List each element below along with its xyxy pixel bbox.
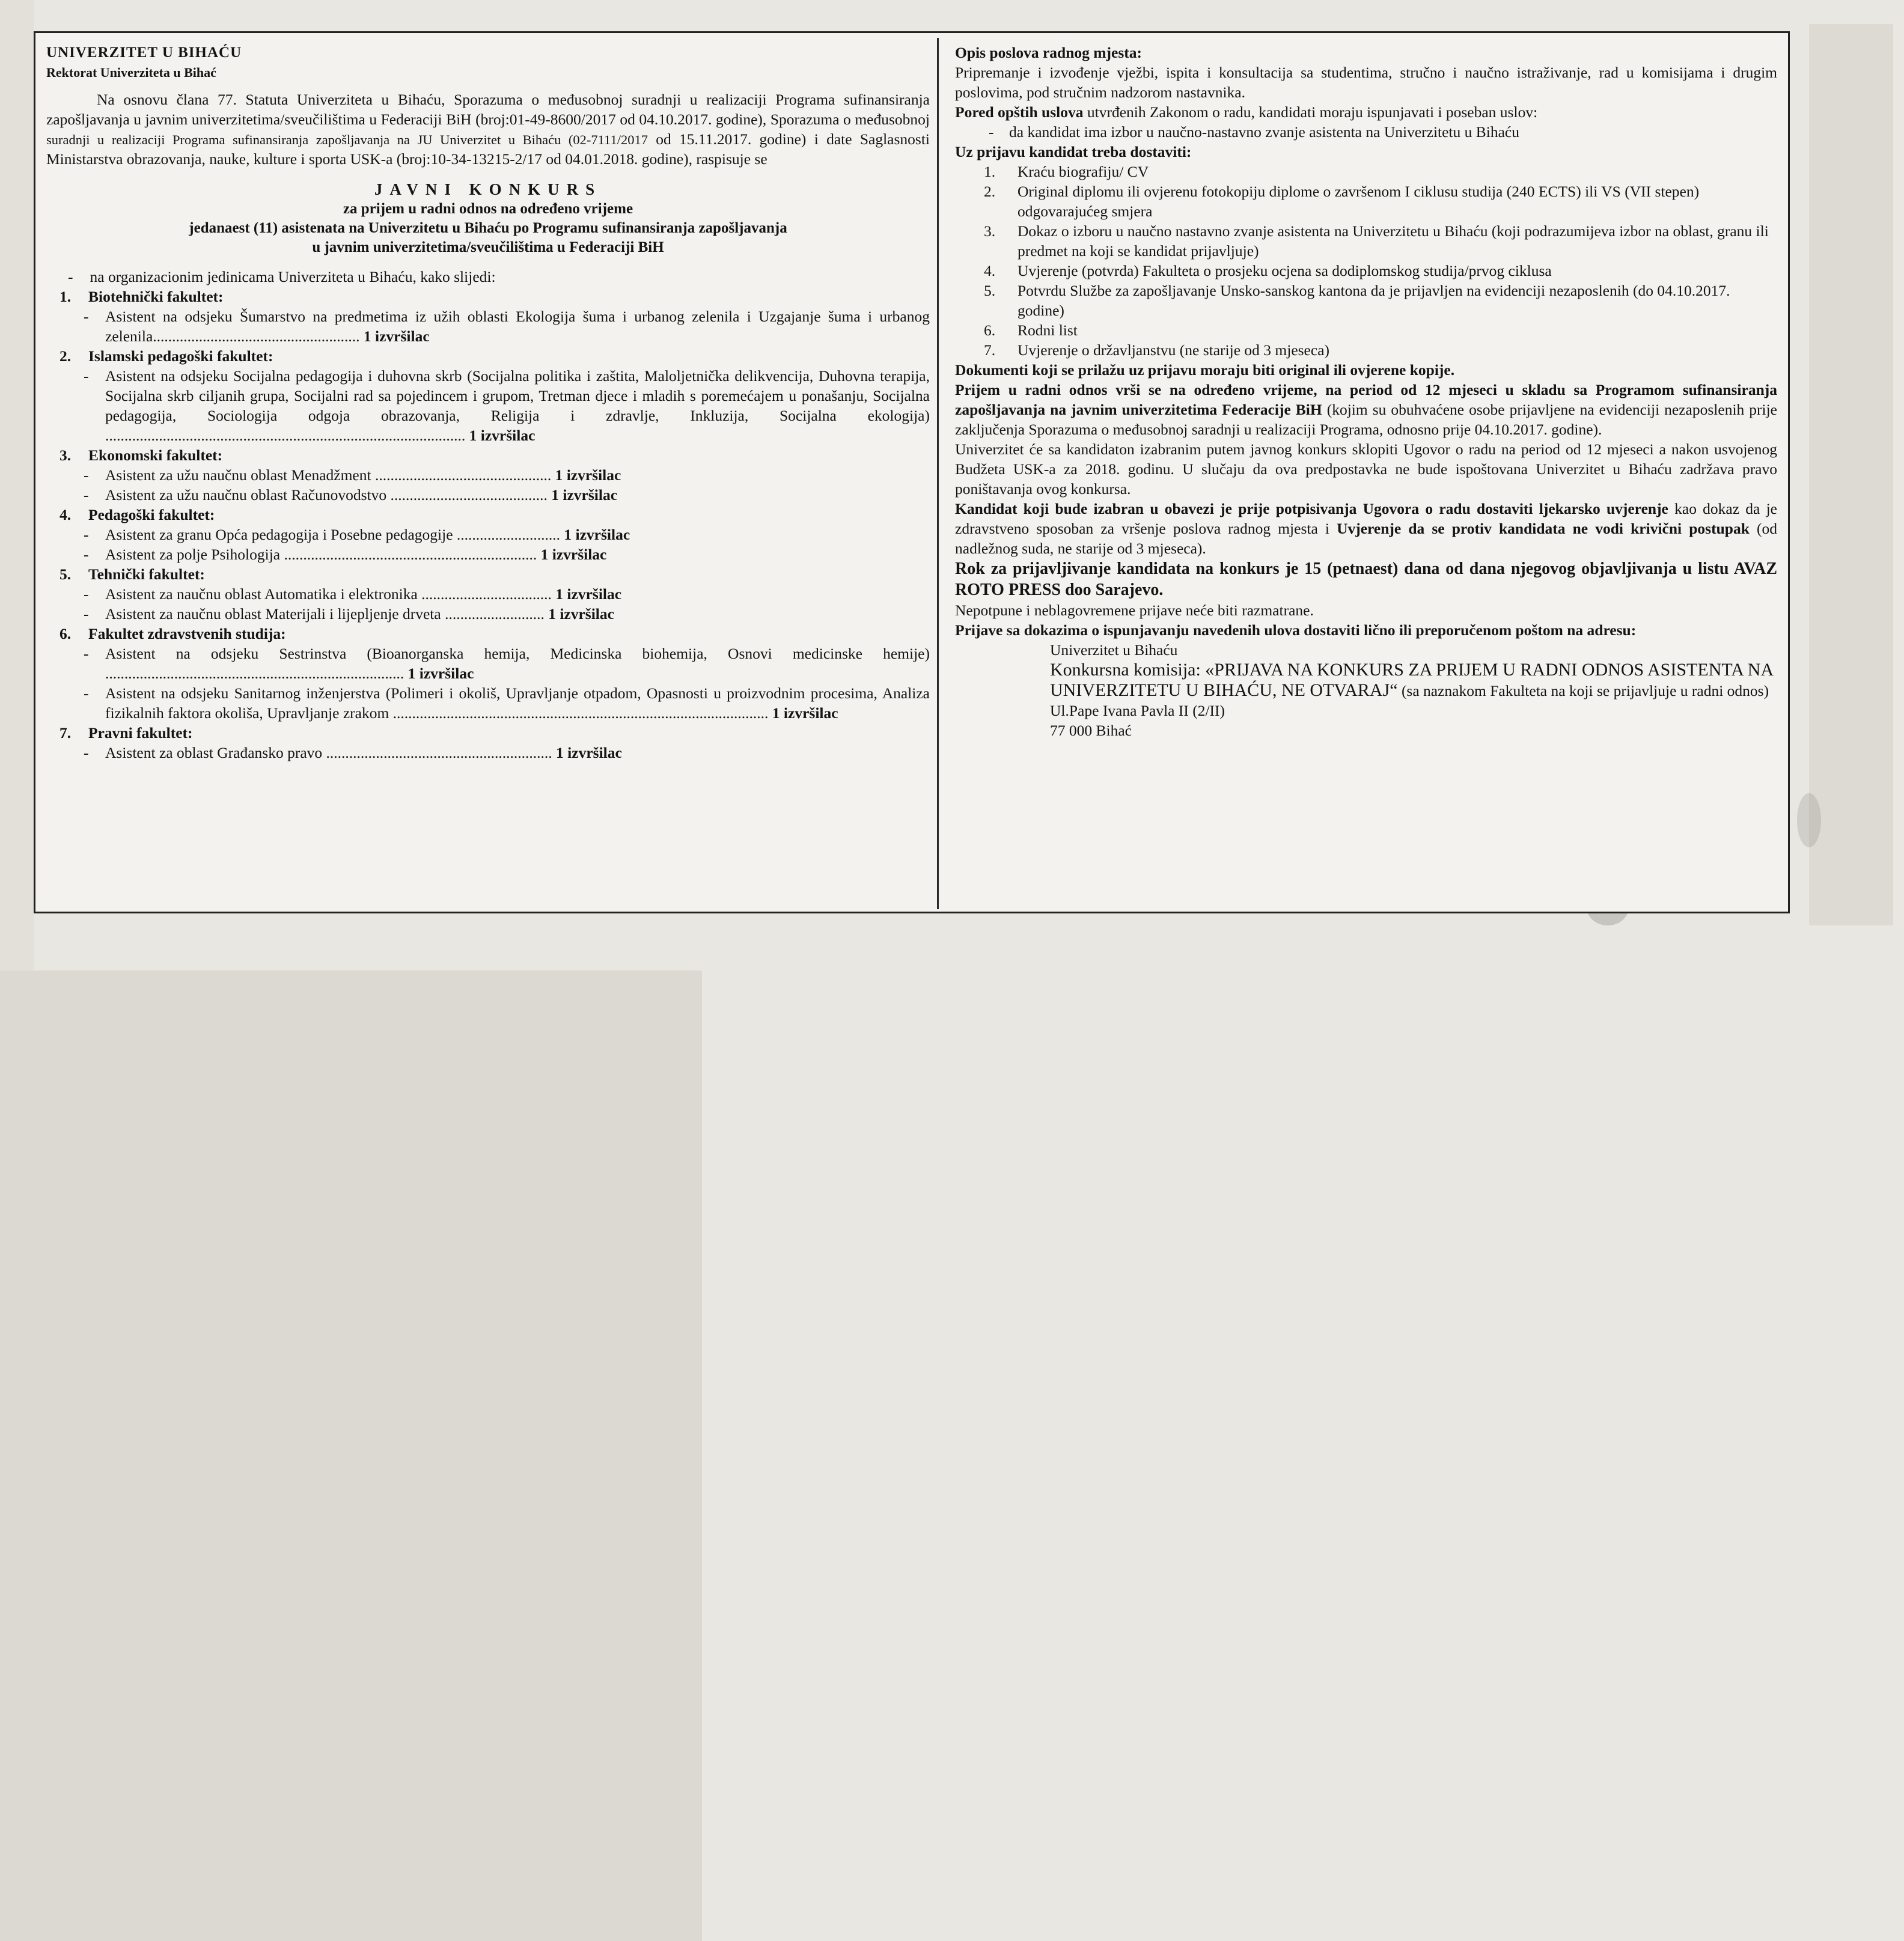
faculty-number: 7. — [60, 724, 72, 742]
position-item — [46, 465, 930, 485]
document-number: 2. — [984, 183, 996, 200]
position-item — [46, 604, 930, 624]
document-number: 5. — [984, 282, 996, 299]
position-text: Asistent za užu naučnu oblast Menadžment .............................................. — [105, 466, 552, 484]
ghost-column — [1809, 24, 1893, 925]
faculty-list — [46, 287, 930, 763]
document-number: 6. — [984, 321, 996, 339]
commission-note: (sa naznakom Fakulteta na koji se prijavljuje u radni odnos) — [1397, 682, 1769, 699]
employment-terms-rest: (kojim su obuhvaćene osobe prijavljene na evidenciji nezaposlenih prije zaključenja Sporazuma o međusobnoj saradnji u realizaciji Programa, odnosno prije 04.10.2017. godine). — [955, 401, 1777, 438]
rector-office: Rektorat Univerziteta u Bihać — [46, 65, 216, 80]
right-column — [955, 43, 1777, 740]
commission-label: Konkursna komisija: «PRIJAVA NA KONKURS ZA PRIJEM U RADNI ODNOS ASISTENTA NA UNIVERZITETU U BIHAĆU, NE OTVARAJ“ — [1050, 660, 1773, 700]
faculty-section — [46, 445, 930, 505]
duties-title: Opis poslova radnog mjesta: — [955, 44, 1142, 61]
intro-part-1: Na osnovu člana 77. Statuta Univerziteta u Bihaću, Sporazuma o međusobnoj suradnji u realizaciji Programa sufinansiranja zapošljavanja u javnim univerzitetima/sveučilištima u Federaciji BiH (broj:01-49-8600/2017 od 04.10.2017. godine), Sporazuma o međusobnoj — [46, 91, 930, 128]
faculty-heading — [46, 723, 930, 743]
position-count: 1 izvršilac — [551, 486, 618, 504]
faculty-section — [46, 564, 930, 624]
faculty-heading — [46, 505, 930, 525]
document-number: 1. — [984, 163, 996, 180]
address-line-1: Univerzitet u Bihaću — [1050, 641, 1178, 659]
faculty-number: 4. — [60, 506, 72, 523]
address-line-2 — [1050, 660, 1777, 701]
faculty-name: Pedagoški fakultet: — [88, 506, 215, 523]
job-notice — [34, 31, 1790, 913]
position-item — [46, 525, 930, 544]
units-intro: - na organizacionim jedinicama Univerziteta u Bihaću, kako slijedi: — [46, 267, 930, 287]
position-item — [46, 544, 930, 564]
medical-certificate — [955, 499, 1777, 558]
intro-paragraph — [46, 90, 930, 169]
faculty-section — [46, 287, 930, 346]
position-count: 1 izvršilac — [469, 427, 536, 444]
faculty-name: Biotehnički fakultet: — [88, 288, 224, 305]
conditions — [955, 102, 1777, 122]
document-item — [955, 162, 1777, 181]
position-count: 1 izvršilac — [548, 605, 614, 623]
document-item — [955, 261, 1777, 281]
faculty-heading — [46, 624, 930, 644]
konkurs-subtitle-2: jedanaest (11) asistenata na Univerzitetu u Bihaću po Programu sufinansiranja zapošljavanja — [189, 220, 787, 236]
faculty-name: Tehnički fakultet: — [88, 565, 205, 583]
position-count: 1 izvršilac — [407, 665, 474, 682]
document-item — [955, 181, 1777, 221]
position-text: Asistent na odsjeku Socijalna pedagogija i duhovna skrb (Socijalna politika i zaštita, Maloljetnička delikvencija, Duhovna terapija, Socijalna skrb ciljanih grupa, Socijalni rad sa pojedincem i grupom, Tretman djece i mladih s poremećajem u ponašanju, Socijalna pedagogija, Sociologija odgoja obrazovanja, Religija i zdravlje, Inkluzija, Socijalna ekologija) .............................................................................................. — [105, 367, 930, 444]
position-text: Asistent na odsjeku Sanitarnog inženjerstva (Polimeri i okoliš, Upravljanje otpadom, Opasnosti u proizvodnim procesima, Analiza fizikalnih faktora okoliša, Upravljanje zrakom .................................................................................................. — [105, 684, 930, 722]
document-text: Potvrdu Službe za zapošljavanje Unsko-sanskog kantona da je prijavljen na evidenciji nezaposlenih (do 04.10.2017. godine) — [1018, 282, 1730, 319]
faculty-name: Islamski pedagoški fakultet: — [88, 347, 273, 365]
employment-terms — [955, 380, 1777, 439]
position-text: Asistent za granu Opća pedagogija i Posebne pedagogije ........................... — [105, 526, 561, 543]
medical-rest-2: (od nadležnog suda, ne starije od 3 mjeseca). — [955, 520, 1777, 557]
faculty-section — [46, 624, 930, 723]
left-column — [46, 43, 930, 763]
medical-lead: Kandidat koji bude izabran u obavezi je prije potpisivanja Ugovora o radu dostaviti ljekarsko uvjerenje — [955, 500, 1668, 517]
position-count: 1 izvršilac — [556, 744, 622, 761]
intro-part-3: od 15.11.2017. godine) i date Saglasnosti Ministarstva obrazovanja, nauke, kulture i sporta USK-a (broj:10-34-13215-2/17 od 04.01.2018. godine), raspisuje se — [46, 130, 930, 168]
konkurs-subtitle-3: u javnim univerzitetima/sveučilištima u Federaciji BiH — [312, 239, 664, 255]
document-text: Kraću biografiju/ CV — [1018, 163, 1149, 180]
conditions-rest: utvrđenih Zakonom o radu, kandidati moraju ispunjavati i poseban uslov: — [1083, 103, 1538, 121]
incomplete-note: Nepotpune i neblagovremene prijave neće biti razmatrane. — [955, 602, 1314, 619]
document-text: Uvjerenje (potvrda) Fakulteta o prosjeku ocjena sa dodiplomskog studija/prvog ciklusa — [1018, 262, 1552, 279]
position-item — [46, 366, 930, 445]
employment-terms-lead: Prijem u radni odnos vrši se na određeno vrijeme, na period od 12 mjeseci u skladu sa Programom sufinansiranja zapošljavanja na javnim univerzitetima Federacije BiH — [955, 381, 1777, 418]
position-text: Asistent na odsjeku Sestrinstva (Bioanorganska hemija, Medicinska biohemija, Osnovi medicinske hemije) .............................................................................. — [105, 645, 930, 682]
duties-text: Pripremanje i izvođenje vježbi, ispita i konsultacija sa studentima, stručno i naučno istraživanje, rad u komisijama i drugim poslovima, pod stručnim nadzorom nastavnika. — [955, 64, 1777, 101]
submission-instructions: Prijave sa dokazima o ispunjavanju navedenih ulova dostaviti lično ili preporučenom poštom na adresu: — [955, 621, 1637, 639]
document-item — [955, 221, 1777, 261]
position-text: Asistent za naučnu oblast Materijali i lijepljenje drveta .......................... — [105, 605, 545, 623]
position-item — [46, 683, 930, 723]
newspaper-margin-left — [0, 0, 34, 970]
documents-list — [955, 162, 1777, 360]
faculty-heading — [46, 287, 930, 306]
ink-stain — [1797, 793, 1821, 847]
column-divider — [937, 38, 939, 909]
faculty-heading — [46, 445, 930, 465]
faculty-number: 6. — [60, 625, 72, 642]
position-count: 1 izvršilac — [555, 585, 622, 603]
position-text: Asistent za oblast Građansko pravo ........................................................... — [105, 744, 552, 761]
faculty-section — [46, 723, 930, 763]
position-text: Asistent za polje Psihologija .................................................................. — [105, 546, 537, 563]
documents-title: Uz prijavu kandidat treba dostaviti: — [955, 143, 1192, 160]
faculty-heading — [46, 346, 930, 366]
address-block — [955, 640, 1777, 740]
konkurs-subtitle-1: za prijem u radni odnos na određeno vrijeme — [343, 201, 633, 217]
faculty-name: Pravni fakultet: — [88, 724, 193, 742]
criminal-record-lead: Uvjerenje da se protiv kandidata ne vodi krivični postupak — [1337, 520, 1750, 537]
document-number: 7. — [984, 341, 996, 359]
faculty-number: 5. — [60, 565, 72, 583]
faculty-section — [46, 505, 930, 564]
faculty-number: 1. — [60, 288, 72, 305]
position-count: 1 izvršilac — [540, 546, 607, 563]
document-text: Original diplomu ili ovjerenu fotokopiju diplome o završenom I ciklusu studija (240 ECTS) ili VS (VII stepen) odgovarajućeg smjera — [1018, 183, 1700, 220]
document-item — [955, 340, 1777, 360]
intro-part-2: suradnji u realizaciji Programa sufinansiranja zapošljavanja na JU Univerzitet u Bihaću (02-7111/2017 — [46, 132, 648, 147]
faculty-name: Fakultet zdravstvenih studija: — [88, 625, 286, 642]
deadline: Rok za prijavljivanje kandidata na konkurs je 15 (petnaest) dana od dana njegovog objavljivanja u listu AVAZ ROTO PRESS doo Sarajevo. — [955, 559, 1777, 599]
contract-terms: Univerzitet će sa kandidaton izabranim putem javnog konkurs sklopiti Ugovor o radu na period od 12 mjeseci a nakon usvojenog Budžeta USK-a za 2018. godinu. U slučaju da ova predpostavka ne bude ispoštovana Univerzitet u Bihaću zadržava pravo poništavanja ovog konkursa. — [955, 440, 1777, 498]
documents-note: Dokumenti koji se prilažu uz prijavu moraju biti original ili ovjerene kopije. — [955, 361, 1455, 379]
position-text: Asistent za naučnu oblast Automatika i elektronika .................................. — [105, 585, 552, 603]
faculty-name: Ekonomski fakultet: — [88, 446, 223, 464]
document-text: Dokaz o izboru u naučno nastavno zvanje asistenta na Univerzitetu u Bihaću (koji podrazumijeva izbor na oblast, granu ili predmet na koji se kandidat prijavljuje) — [1018, 222, 1769, 260]
position-count: 1 izvršilac — [772, 704, 838, 722]
position-count: 1 izvršilac — [564, 526, 630, 543]
medical-rest-1: kao dokaz da je zdravstveno sposoban za vršenje poslova radnog mjesta i — [955, 500, 1777, 537]
position-text: Asistent na odsjeku Šumarstvo na predmetima iz užih oblasti Ekologija šuma i urbanog zelenila i Uzgajanje šuma i urbanog zelenila...................................................... — [105, 308, 930, 345]
document-text: Rodni list — [1018, 321, 1078, 339]
position-count: 1 izvršilac — [363, 328, 430, 345]
position-item — [46, 743, 930, 763]
position-item — [46, 644, 930, 683]
konkurs-title: JAVNI KONKURS — [374, 180, 602, 198]
position-item — [46, 584, 930, 604]
document-item — [955, 281, 1777, 320]
position-item — [46, 485, 930, 505]
document-number: 4. — [984, 262, 996, 279]
position-text: Asistent za užu naučnu oblast Računovodstvo ......................................... — [105, 486, 548, 504]
address-line-4: 77 000 Bihać — [1050, 722, 1132, 739]
document-item — [955, 320, 1777, 340]
address-line-3: Ul.Pape Ivana Pavla II (2/II) — [1050, 702, 1225, 719]
faculty-number: 3. — [60, 446, 72, 464]
faculty-section — [46, 346, 930, 445]
newspaper-page-right — [0, 970, 702, 1941]
position-count: 1 izvršilac — [555, 466, 621, 484]
conditions-lead: Pored opštih uslova — [955, 103, 1084, 121]
university-name: UNIVERZITET U BIHAĆU — [46, 44, 242, 61]
document-number: 3. — [984, 222, 996, 240]
position-item — [46, 306, 930, 346]
document-text: Uvjerenje o državljanstvu (ne starije od 3 mjeseca) — [1018, 341, 1330, 359]
condition-item: - da kandidat ima izbor u naučno-nastavno zvanje asistenta na Univerzitetu u Bihaću — [955, 122, 1777, 142]
faculty-number: 2. — [60, 347, 72, 365]
faculty-heading — [46, 564, 930, 584]
